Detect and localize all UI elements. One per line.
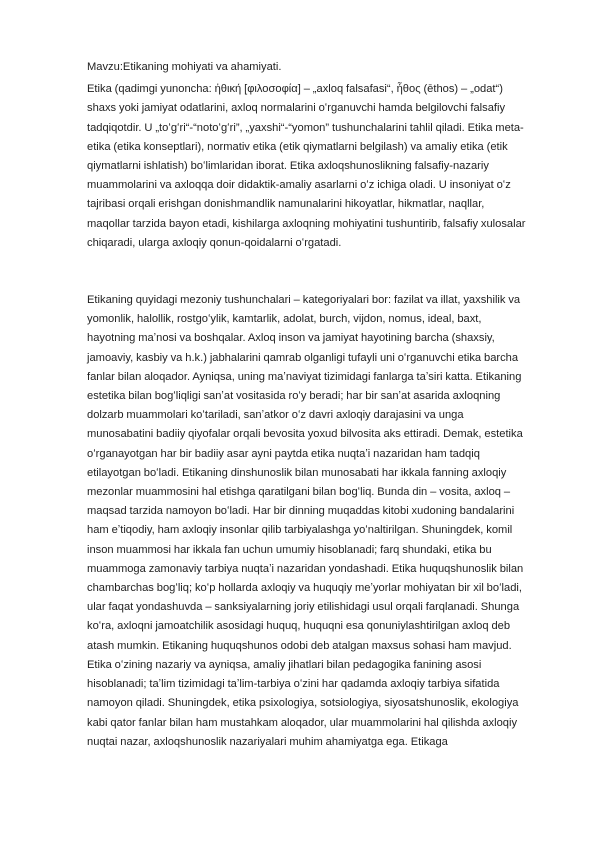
document-body xyxy=(87,58,529,752)
paragraph-gap xyxy=(87,253,529,291)
paragraph-categories: Etikaning quyidagi mezoniy tushunchalari – kategoriyalari bor: fazilat va illat, yaxshilik va yomonlik, halollik, rostgoʻylik, kamtarlik, adolat, burch, vijdon, nomus, ideal, baxt, hayotning maʼnosi va boshqalar. Axloq inson va jamiyat hayotining barcha (shaxsiy, jamoaviy, kasbiy va h.k.) jabhalarini qamrab olganligi tufayli uni oʻrganuvchi etika barcha fanlar bilan aloqador. Ayniqsa, uning maʼnaviyat tizimidagi fanlarga taʼsiri katta. Etikaning estetika bilan bogʻliqligi sanʼat vositasida roʻy beradi; har bir sanʼat asarida axloqning dolzarb muammolari koʻtariladi, sanʼatkor oʻz davri axloqiy darajasini va unga munosabatini badiiy qiyofalar orqali bevosita yoxud bilvosita aks ettiradi. Demak, estetika oʻrganayotgan har bir badiiy asar ayni paytda etika nuqtaʼi nazaridan ham tadqiq etilayotgan boʻladi. Etikaning dinshunoslik bilan munosabati har ikkala fanning axloqiy mezonlar muammosini hal etishga qaratilgani bilan bogʻliq. Bunda din – vosita, axloq – maqsad tarzida namoyon boʻladi. Har bir dinning muqaddas kitobi xudoning bandalarini ham eʼtiqodiy, ham axloqiy insonlar qilib tarbiyalashga yoʻnaltirilgan. Shuningdek, komil inson muammosi har ikkala fan uchun umumiy hisoblanadi; farq shundaki, etika bu muammoga zamonaviy tarbiya nuqtaʼi nazaridan yondashadi. Etika huquqshunoslik bilan chambarchas bogʻliq; koʻp hollarda axloqiy va huquqiy meʼyorlar mohiyatan bir xil boʻladi, ular faqat yondashuvda – sanksiyalarning joriy etilishidagi usul orqali farqlanadi. Shunga koʻra, axloqni jamoatchilik asosidagi huquq, huquqni esa qonuniylashtirilgan axloq deb atash mumkin. Etikaning huquqshunos odobi deb atalgan maxsus sohasi ham mavjud. Etika oʻzining nazariy va ayniqsa, amaliy jihatlari bilan pedagogika fanining asosi hisoblanadi; taʼlim tizimidagi taʼlim-tarbiya oʻzini har qadamda axloqiy tarbiya sifatida namoyon qiladi. Shuningdek, etika psixologiya, sotsiologiya, siyosatshunoslik, ekologiya kabi qator fanlar bilan ham mustahkam aloqador, ular muammolarini hal qilishda axloqiy nuqtai nazar, axloqshunoslik nazariyalari muhim ahamiyatga ega. Etikaga xyxy=(87,294,524,748)
document-title: Mavzu:Etikaning mohiyati va ahamiyati. xyxy=(87,61,282,73)
paragraph-definition: Etika (qadimgi yunoncha: ἠθική [φιλοσοφία] – „axloq falsafasi“, ἦθος (ēthos) – „odat“) shaxs yoki jamiyat odatlarini, axloq normalarini oʻrganuvchi hamda belgilovchi falsafiy tadqiqotdir. U „toʻgʻri“-“notoʻgʻri”, „yaxshi“-“yomon” tushunchalarini tahlil qiladi. Etika meta-etika (etika konseptlari), normativ etika (etik qiymatlarni belgilash) va amaliy etika (etik qiymatlarni ishlatish) boʻlimlaridan iborat. Etika axloqshunoslikning falsafiy-nazariy muammolarini va axloqqa doir didaktik-amaliy asarlarni oʻz ichiga oladi. U insoniyat oʻz tajribasi orqali erishgan donishmandlik namunalarini hikoyatlar, hikmatlar, naqllar, maqollar tarzida bayon etadi, kishilarga axloqning mohiyatini tushuntirib, falsafiy xulosalar chiqaradi, ularga axloqiy qonun-qoidalarni oʻrgatadi. xyxy=(87,83,526,249)
